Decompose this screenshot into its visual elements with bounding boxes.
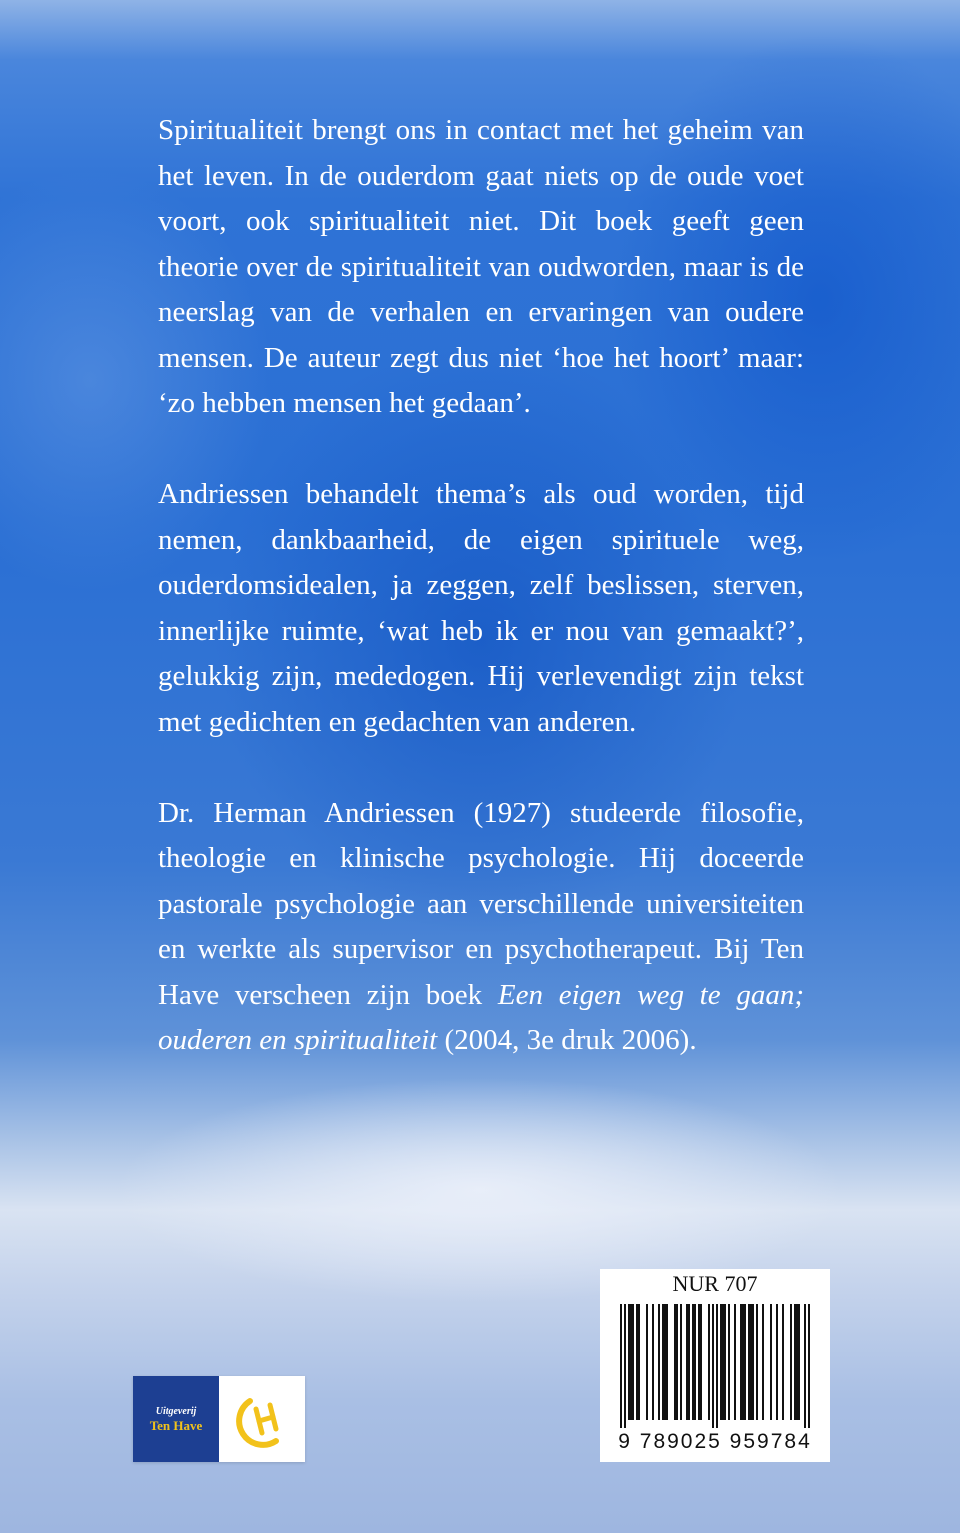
barcode-bar [692, 1304, 694, 1420]
barcode-box [600, 1269, 830, 1462]
barcode-bar [720, 1304, 722, 1420]
barcode-bar [630, 1304, 632, 1420]
barcode-bar [712, 1304, 714, 1428]
publisher-label: Uitgeverij [155, 1405, 197, 1417]
barcode-bar [686, 1304, 688, 1420]
barcode-bar [756, 1304, 758, 1420]
barcode-bar [750, 1304, 752, 1420]
isbn-number: 9 789025 959784 [618, 1430, 812, 1453]
blurb-paragraph-1: Spiritualiteit brengt ons in contact met het geheim van het leven. In de ouderdom gaat niets op de oude voet voort, ook spiritualiteit niet. Dit boek geeft geen theorie over de spiritualiteit van oudworden, maar is de neerslag van de verhalen en ervaringen van oudere mensen. De auteur zegt dus niet ‘hoe het hoort’ maar: ‘zo hebben mensen het gedaan’. [158, 114, 804, 419]
author-bio-paragraph [158, 791, 804, 1064]
blurb-paragraph-2: Andriessen behandelt thema’s als oud worden, tijd nemen, dankbaarheid, de eigen spirituele weg, ouderdomsidealen, ja zeggen, zelf beslissen, sterven, innerlijke ruimte, ‘wat heb ik er nou van gemaakt?’, gelukkig zijn, mededogen. Hij verlevendigt zijn tekst met gedichten en gedachten van anderen. [158, 478, 804, 738]
barcode-bar [700, 1304, 702, 1420]
barcode-bar [676, 1304, 678, 1420]
author-bio-tail: (2004, 3e druk 2006). [437, 1024, 697, 1056]
barcode-bar [798, 1304, 800, 1420]
barcode-bar [722, 1304, 724, 1420]
book-title-italic: Een eigen weg te gaan; ouderen en spiritualiteit [158, 978, 804, 1056]
barcode-bar [652, 1304, 654, 1420]
barcode-bar [708, 1304, 710, 1420]
barcode-bar [628, 1304, 630, 1420]
barcode-bar [694, 1304, 696, 1420]
barcode-bar [620, 1304, 622, 1428]
publisher-name-block [133, 1376, 219, 1462]
ten-have-h-icon [232, 1389, 292, 1449]
back-cover-text [158, 108, 804, 1064]
barcode-bar [662, 1304, 664, 1420]
barcode-bar [688, 1304, 690, 1420]
barcode-bar [698, 1304, 700, 1420]
barcode-bar [794, 1304, 796, 1420]
publisher-name: Ten Have [149, 1417, 203, 1433]
barcode-bar [658, 1304, 660, 1420]
barcode-bar [646, 1304, 648, 1420]
barcode-bar [680, 1304, 682, 1420]
isbn-barcode [614, 1304, 816, 1428]
barcode-bar [636, 1304, 638, 1420]
barcode-bar [752, 1304, 754, 1420]
barcode-bar [728, 1304, 730, 1420]
barcode-bar [716, 1304, 718, 1428]
barcode-bar [782, 1304, 784, 1420]
barcode-bar [624, 1304, 626, 1428]
publisher-logo [133, 1376, 305, 1462]
publisher-emblem [219, 1376, 305, 1462]
barcode-bar [808, 1304, 810, 1428]
author-bio-text: Dr. Herman Andriessen (1927) studeerde filosofie, theologie en klinische psychologie. Hij doceerde pastorale psychologie aan verschillende universiteiten en werkte als supervisor en psychotherapeut. Bij Ten Have verscheen zijn boek [158, 796, 804, 1011]
barcode-bar [674, 1304, 676, 1420]
barcode-bar [734, 1304, 736, 1420]
barcode-bar [742, 1304, 744, 1420]
barcode-bar [790, 1304, 792, 1420]
barcode-bar [744, 1304, 746, 1420]
barcode-bar [632, 1304, 634, 1420]
barcode-bar [748, 1304, 750, 1420]
barcode-bar [638, 1304, 640, 1420]
barcode-bar [770, 1304, 772, 1420]
barcode-bar [664, 1304, 666, 1420]
barcode-bar [776, 1304, 778, 1420]
nur-code: NUR 707 [672, 1271, 758, 1296]
barcode-bar [804, 1304, 806, 1428]
barcode-bar [724, 1304, 726, 1420]
barcode-bar [666, 1304, 668, 1420]
barcode-bar [762, 1304, 764, 1420]
barcode-bar [740, 1304, 742, 1420]
barcode-bar [796, 1304, 798, 1420]
